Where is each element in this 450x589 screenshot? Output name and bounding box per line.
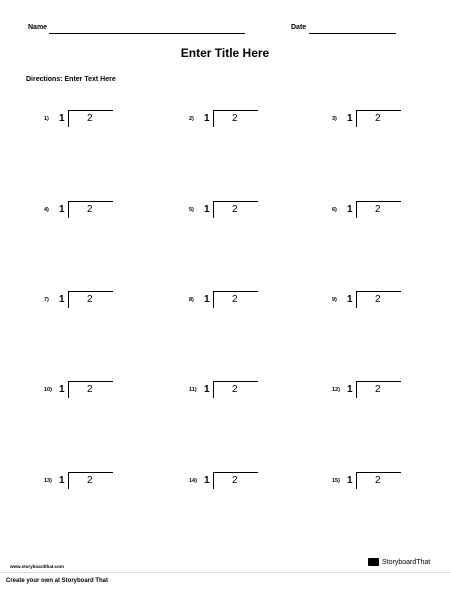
dividend: 2 — [375, 384, 381, 395]
divisor: 1 — [347, 384, 353, 395]
dividend: 2 — [87, 294, 93, 305]
dividend: 2 — [87, 475, 93, 486]
division-problem — [44, 110, 164, 134]
problem-number: 12) — [332, 387, 340, 393]
problem-number: 8) — [189, 297, 194, 303]
page-title: Enter Title Here — [180, 46, 270, 60]
division-problem — [332, 381, 450, 405]
division-problem — [332, 110, 450, 134]
directions-text: Directions: Enter Text Here — [26, 76, 116, 83]
division-problem — [44, 291, 164, 315]
divisor: 1 — [204, 204, 210, 215]
dividend: 2 — [375, 204, 381, 215]
division-problem — [189, 110, 309, 134]
dividend: 2 — [232, 475, 238, 486]
dividend: 2 — [232, 204, 238, 215]
dividend: 2 — [375, 475, 381, 486]
divisor: 1 — [347, 475, 353, 486]
date-line — [309, 33, 396, 34]
problem-number: 3) — [332, 116, 337, 122]
dividend: 2 — [87, 384, 93, 395]
footer-logo — [368, 558, 430, 566]
divisor: 1 — [59, 384, 65, 395]
division-problem — [332, 291, 450, 315]
problem-number: 1) — [44, 116, 49, 122]
divisor: 1 — [347, 294, 353, 305]
footer-divider — [0, 572, 450, 573]
dividend: 2 — [87, 204, 93, 215]
problem-number: 5) — [189, 207, 194, 213]
dividend: 2 — [375, 294, 381, 305]
divisor: 1 — [204, 384, 210, 395]
name-label: Name — [28, 24, 48, 31]
division-problem — [44, 201, 164, 225]
divisor: 1 — [204, 294, 210, 305]
divisor: 1 — [59, 113, 65, 124]
problem-number: 10) — [44, 387, 52, 393]
divisor: 1 — [204, 475, 210, 486]
division-problem — [332, 472, 450, 496]
division-problem — [44, 381, 164, 405]
problem-number: 6) — [332, 207, 337, 213]
problem-number: 9) — [332, 297, 337, 303]
divisor: 1 — [347, 204, 353, 215]
storyboard-logo-icon — [368, 558, 379, 566]
dividend: 2 — [375, 113, 381, 124]
problem-number: 4) — [44, 207, 49, 213]
problem-number: 11) — [189, 387, 197, 393]
division-problem — [44, 472, 164, 496]
problem-number: 2) — [189, 116, 194, 122]
problem-number: 7) — [44, 297, 49, 303]
division-problem — [189, 291, 309, 315]
division-problem — [189, 472, 309, 496]
divisor: 1 — [204, 113, 210, 124]
name-line — [49, 33, 245, 34]
problem-number: 15) — [332, 478, 340, 484]
divisor: 1 — [347, 113, 353, 124]
division-problem — [332, 201, 450, 225]
divisor: 1 — [59, 204, 65, 215]
footer-brand: StoryboardThat — [382, 558, 431, 566]
dividend: 2 — [87, 113, 93, 124]
division-problem — [189, 381, 309, 405]
divisor: 1 — [59, 475, 65, 486]
dividend: 2 — [232, 384, 238, 395]
division-problem — [189, 201, 309, 225]
problem-number: 14) — [189, 478, 197, 484]
dividend: 2 — [232, 294, 238, 305]
dividend: 2 — [232, 113, 238, 124]
divisor: 1 — [59, 294, 65, 305]
date-label: Date — [291, 24, 307, 31]
footer-url: www.storyboardthat.com — [10, 564, 64, 569]
bottom-caption: Create your own at Storyboard That — [6, 578, 109, 584]
problem-number: 13) — [44, 478, 52, 484]
